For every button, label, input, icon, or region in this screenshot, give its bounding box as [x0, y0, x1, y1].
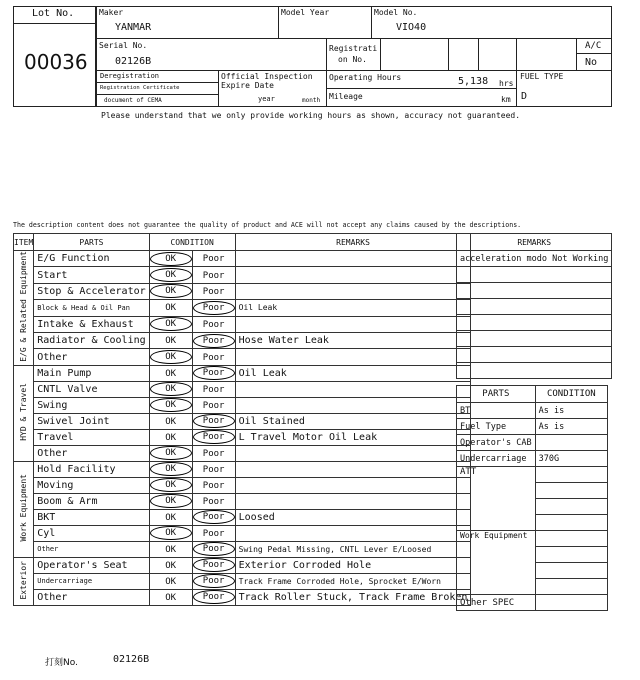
part-name: Operator's Seat [34, 557, 149, 573]
remark: L Travel Motor Oil Leak [235, 429, 471, 445]
work-equipment-label: Work Equipment [457, 531, 536, 595]
table-row [14, 573, 471, 589]
poor-mark: Poor [202, 352, 225, 363]
remark: Oil Stained [235, 413, 471, 429]
side-part: Fuel Type [457, 419, 536, 435]
hours-label: Operating Hours [329, 73, 402, 82]
part-name: Moving [34, 477, 149, 493]
remark [235, 251, 471, 267]
side-row [457, 419, 608, 435]
table-row [14, 557, 471, 573]
ok-mark: OK [150, 382, 192, 396]
remarks-line [457, 267, 612, 283]
ok-mark: OK [150, 398, 192, 412]
poor-mark: Poor [193, 542, 235, 556]
poor-mark: Poor [202, 319, 225, 330]
remark [235, 493, 471, 509]
remarks-line [457, 315, 612, 331]
ok-mark: OK [150, 268, 192, 282]
table-row [14, 381, 471, 397]
side-condition-header: CONDITION [535, 386, 607, 403]
ok-mark: OK [150, 462, 192, 476]
hours-notice: Please understand that we only provide working hours as shown, accuracy not guaranteed. [101, 111, 521, 120]
table-row [14, 251, 471, 267]
part-name: E/G Function [34, 251, 149, 267]
ok-mark: OK [150, 252, 192, 266]
part-name: BKT [34, 509, 149, 525]
remarks-header: REMARKS [235, 234, 471, 251]
group-name: Exterior [19, 560, 29, 600]
remark [235, 381, 471, 397]
condition-header: CONDITION [149, 234, 235, 251]
ok-mark: OK [165, 592, 177, 603]
side-condition [535, 435, 607, 451]
att-label: ATT [457, 467, 536, 531]
condition-table [13, 233, 471, 606]
ok-mark: OK [150, 494, 192, 508]
side-row [457, 451, 608, 467]
poor-mark: Poor [202, 448, 225, 459]
group-label [14, 557, 34, 605]
part-name: Intake & Exhaust [34, 316, 149, 332]
remark: Exterior Corroded Hole [235, 557, 471, 573]
remark: Swing Pedal Missing, CNTL Lever E/Loosed [235, 541, 471, 557]
remark [235, 283, 471, 299]
remark [235, 525, 471, 541]
side-part: BT [457, 403, 536, 419]
model-year-label: Model Year [281, 8, 330, 17]
part-name: Cyl [34, 525, 149, 541]
group-label [14, 251, 34, 366]
side-parts-table [456, 385, 608, 611]
poor-mark: Poor [193, 301, 235, 315]
ok-mark: OK [165, 432, 177, 443]
remark [235, 461, 471, 477]
group-label [14, 365, 34, 461]
maker-label: Maker [99, 8, 124, 17]
maker-value: YANMAR [115, 22, 152, 33]
remark: Oil Leak [235, 365, 471, 381]
table-row [14, 589, 471, 605]
serial-label: Serial No. [99, 41, 148, 50]
part-name: Other [34, 541, 149, 557]
poor-mark: Poor [193, 334, 235, 348]
part-name: Boom & Arm [34, 493, 149, 509]
side-row [457, 403, 608, 419]
poor-mark: Poor [193, 590, 235, 604]
remark: Hose Water Leak [235, 332, 471, 348]
side-condition: As is [535, 403, 607, 419]
side-parts-header: PARTS [457, 386, 536, 403]
year-label: year [258, 95, 275, 103]
item-header: ITEM [14, 234, 34, 251]
dereg-label: Deregistration [100, 72, 160, 80]
ok-mark: OK [165, 416, 177, 427]
poor-mark: Poor [202, 270, 225, 281]
table-row [14, 349, 471, 365]
remarks-line [457, 331, 612, 347]
table-row [14, 429, 471, 445]
ok-mark: OK [165, 576, 177, 587]
registration-label-2: on No. [338, 55, 367, 64]
cema-label: document of CEMA [104, 97, 162, 104]
table-row [14, 332, 471, 348]
table-row [14, 365, 471, 381]
remark: Track Roller Stuck, Track Frame Broken [235, 589, 471, 605]
remark: Track Frame Corroded Hole, Sprocket E/Worn [235, 573, 471, 589]
ac-label: A/C [585, 41, 602, 51]
group-name: E/G & Related Equipment [19, 251, 29, 362]
ac-value: No [585, 57, 598, 68]
part-name: Undercarriage [34, 573, 149, 589]
ok-mark: OK [150, 350, 192, 364]
remark [235, 477, 471, 493]
fuel-type-value: D [521, 91, 528, 102]
inspection-label-2: Expire Date [221, 81, 274, 90]
reg-cert-label: Registration Certificate [100, 85, 180, 91]
poor-mark: Poor [202, 528, 225, 539]
ok-mark: OK [165, 512, 177, 523]
table-row [14, 283, 471, 299]
fuel-type-label: FUEL TYPE [520, 72, 564, 81]
table-row [14, 413, 471, 429]
registration-label: Registrati [329, 44, 378, 53]
part-name: Other [34, 349, 149, 365]
table-row [14, 397, 471, 413]
poor-mark: Poor [193, 414, 235, 428]
ok-mark: OK [150, 478, 192, 492]
ok-mark: OK [150, 317, 192, 331]
side-condition: 370G [535, 451, 607, 467]
km-unit: km [501, 95, 511, 104]
poor-mark: Poor [193, 510, 235, 524]
part-name: Other [34, 589, 149, 605]
ok-mark: OK [165, 303, 177, 314]
hrs-unit: hrs [499, 79, 514, 88]
hours-value: 5,138 [458, 76, 489, 87]
table-row [14, 316, 471, 332]
table-row [14, 493, 471, 509]
table-row [14, 525, 471, 541]
poor-mark: Poor [202, 496, 225, 507]
group-name: HYD & Travel [19, 382, 29, 441]
poor-mark: Poor [193, 574, 235, 588]
remarks-box-header: REMARKS [457, 234, 612, 251]
remarks-line [457, 283, 612, 299]
part-name: Travel [34, 429, 149, 445]
side-row [457, 435, 608, 451]
part-name: Swivel Joint [34, 413, 149, 429]
part-name: Stop & Accelerator [34, 283, 149, 299]
stamp-value: 02126B [113, 654, 150, 665]
poor-mark: Poor [202, 286, 225, 297]
ok-mark: OK [165, 560, 177, 571]
ok-mark: OK [150, 284, 192, 298]
table-row [14, 461, 471, 477]
parts-header: PARTS [34, 234, 149, 251]
part-name: Block & Head & Oil Pan [34, 300, 149, 316]
poor-mark: Poor [193, 366, 235, 380]
remarks-table [456, 233, 612, 379]
part-name: Start [34, 267, 149, 283]
table-row [14, 541, 471, 557]
stamp-label: 打刻No. [45, 658, 78, 668]
side-condition: As is [535, 419, 607, 435]
model-no-value: VIO40 [396, 22, 427, 33]
month-label: month [302, 97, 321, 104]
table-row [14, 477, 471, 493]
poor-mark: Poor [202, 464, 225, 475]
poor-mark: Poor [202, 400, 225, 411]
inspection-label: Official Inspection [221, 72, 313, 81]
side-part: Undercarriage [457, 451, 536, 467]
remarks-line [457, 347, 612, 363]
part-name: Main Pump [34, 365, 149, 381]
poor-mark: Poor [202, 480, 225, 491]
poor-mark: Poor [193, 558, 235, 572]
ok-mark: OK [165, 336, 177, 347]
table-row [14, 267, 471, 283]
poor-mark: Poor [202, 254, 225, 265]
part-name: CNTL Valve [34, 381, 149, 397]
part-name: Hold Facility [34, 461, 149, 477]
ok-mark: OK [150, 446, 192, 460]
remark: Oil Leak [235, 300, 471, 316]
poor-mark: Poor [193, 430, 235, 444]
remark [235, 349, 471, 365]
ok-mark: OK [165, 368, 177, 379]
other-spec-label: Other SPEC [457, 595, 536, 611]
ok-mark: OK [165, 544, 177, 555]
lot-value: 00036 [24, 50, 88, 74]
remarks-line [457, 299, 612, 315]
lot-label: Lot No. [32, 8, 75, 19]
side-part: Operator's CAB [457, 435, 536, 451]
part-name: Radiator & Cooling [34, 332, 149, 348]
remark [235, 316, 471, 332]
remark: Loosed [235, 509, 471, 525]
disclaimer: The description content does not guarantee the quality of product and ACE will not accept any claims caused by the descriptions. [13, 221, 522, 229]
model-no-label: Model No. [374, 8, 418, 17]
remarks-line: acceleration modo Not Working [457, 251, 612, 267]
remark [235, 445, 471, 461]
remark [235, 397, 471, 413]
table-row [14, 445, 471, 461]
part-name: Swing [34, 397, 149, 413]
mileage-label: Mileage [329, 92, 363, 101]
table-row [14, 300, 471, 316]
remarks-line [457, 363, 612, 379]
part-name: Other [34, 445, 149, 461]
table-row [14, 509, 471, 525]
serial-value: 02126B [115, 56, 152, 67]
group-label [14, 461, 34, 557]
remark [235, 267, 471, 283]
group-name: Work Equipment [19, 474, 29, 542]
poor-mark: Poor [202, 384, 225, 395]
ok-mark: OK [150, 526, 192, 540]
